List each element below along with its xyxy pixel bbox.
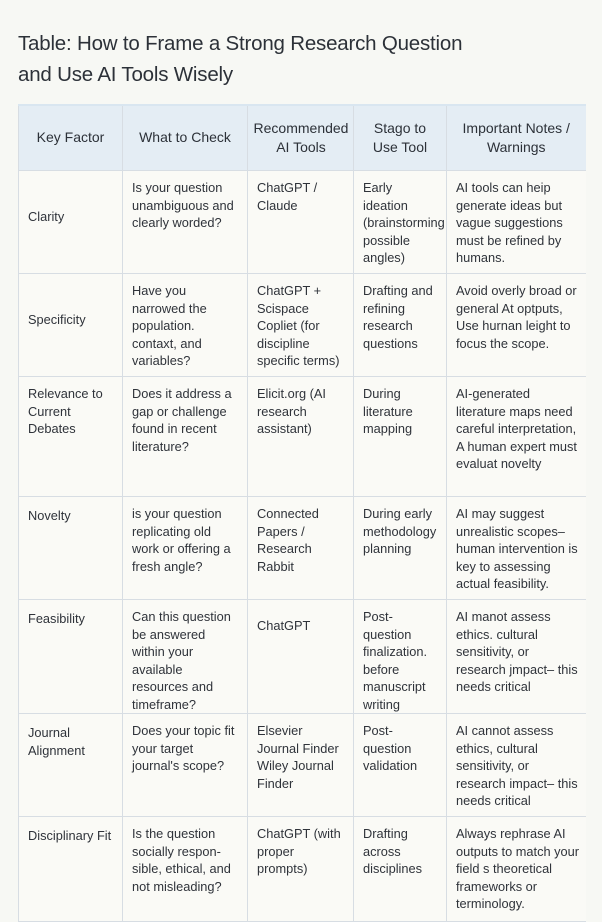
header-key-factor: Key Factor [19, 105, 123, 171]
cell-tools: ChatGPT [248, 600, 354, 714]
cell-factor: Specificity [19, 274, 123, 377]
cell-check: Have you narrowed the population. contaxt, and variables? [123, 274, 248, 377]
table-header-row [19, 105, 586, 171]
cell-factor: Disciplinary Fit [19, 817, 123, 922]
table-row [19, 171, 586, 274]
table-row [19, 714, 586, 817]
cell-factor: Journal Alignment [19, 714, 123, 817]
cell-notes: Avoid overly broad or general At optputs, Use hurnan leight to focus the scope. [447, 274, 586, 377]
cell-check: Is your question unambiguous and clearly worded? [123, 171, 248, 274]
title-line-2: and Use AI Tools Wisely [18, 63, 233, 86]
table-row [19, 600, 586, 714]
cell-check: Does it address a gap or challenge found in recent literature? [123, 377, 248, 497]
research-question-table [18, 104, 586, 922]
cell-notes: AI may suggest unrealistic scopes– human intervention is key to assessing actual feasibility. [447, 497, 586, 600]
header-notes-label: Important Notes / Warnings [462, 119, 570, 155]
cell-check: Can this question be answered within your available resources and timeframe? [123, 600, 248, 714]
header-important-notes [447, 105, 586, 171]
cell-factor: Novelty [19, 497, 123, 600]
table-row [19, 817, 586, 922]
cell-tools: Connected Papers / Research Rabbit [248, 497, 354, 600]
cell-tools: Elicit.org (AI research assistant) [248, 377, 354, 497]
cell-stage: Post-question finalization. before manuscript writing [354, 600, 447, 714]
cell-tools: Elsevier Journal Finder Wiley Journal Finder [248, 714, 354, 817]
title-line-1: Table: How to Frame a Strong Research Question [18, 32, 463, 55]
cell-tools: ChatGPT / Claude [248, 171, 354, 274]
page-title [18, 28, 588, 90]
cell-notes: AI cannot assess ethics, cultural sensitivity, or research impact– this needs critical [447, 714, 586, 817]
cell-stage: Early ideation (brainstorming possible angles) [354, 171, 447, 274]
header-recommended-ai-tools-label: Recommended AI Tools [253, 119, 349, 155]
header-what-to-check: What to Check [123, 105, 248, 171]
header-recommended-ai-tools [248, 105, 354, 171]
cell-check: Is the question socially respon-sible, ethical, and not misleading? [123, 817, 248, 922]
cell-stage: Drafting and refining research questions [354, 274, 447, 377]
cell-check: Does your topic fit your target journal's scope? [123, 714, 248, 817]
cell-tools: ChatGPT (with proper prompts) [248, 817, 354, 922]
cell-factor: Relevance to Current Debates [19, 377, 123, 497]
cell-stage: Drafting across disciplines [354, 817, 447, 922]
cell-stage: During early methodology planning [354, 497, 447, 600]
table-row [19, 377, 586, 497]
cell-notes: AI tools can heip generate ideas but vague suggestions must be refined by humans. [447, 171, 586, 274]
cell-stage: During literature mapping [354, 377, 447, 497]
cell-factor: Feasibility [19, 600, 123, 714]
cell-stage: Post-question validation [354, 714, 447, 817]
cell-notes: AI-generated literature maps need careful interpretation, A human expert must evaluat novelty [447, 377, 586, 497]
cell-tools: ChatGPT + Scispace Copliet (for discipline specific terms) [248, 274, 354, 377]
table-row [19, 274, 586, 377]
header-stage-to-use-tool [354, 105, 447, 171]
cell-notes: AI manot assess ethics. cultural sensitivity, or research jmpact– this needs critical [447, 600, 586, 714]
cell-factor: Clarity [19, 171, 123, 274]
cell-check: is your question replicating old work or offering a fresh angle? [123, 497, 248, 600]
table-row [19, 497, 586, 600]
header-stage-label: Stago to Use Tool [372, 119, 428, 155]
cell-notes: Always rephrase AI outputs to match your field s theoretical frameworks or terminology. [447, 817, 586, 922]
